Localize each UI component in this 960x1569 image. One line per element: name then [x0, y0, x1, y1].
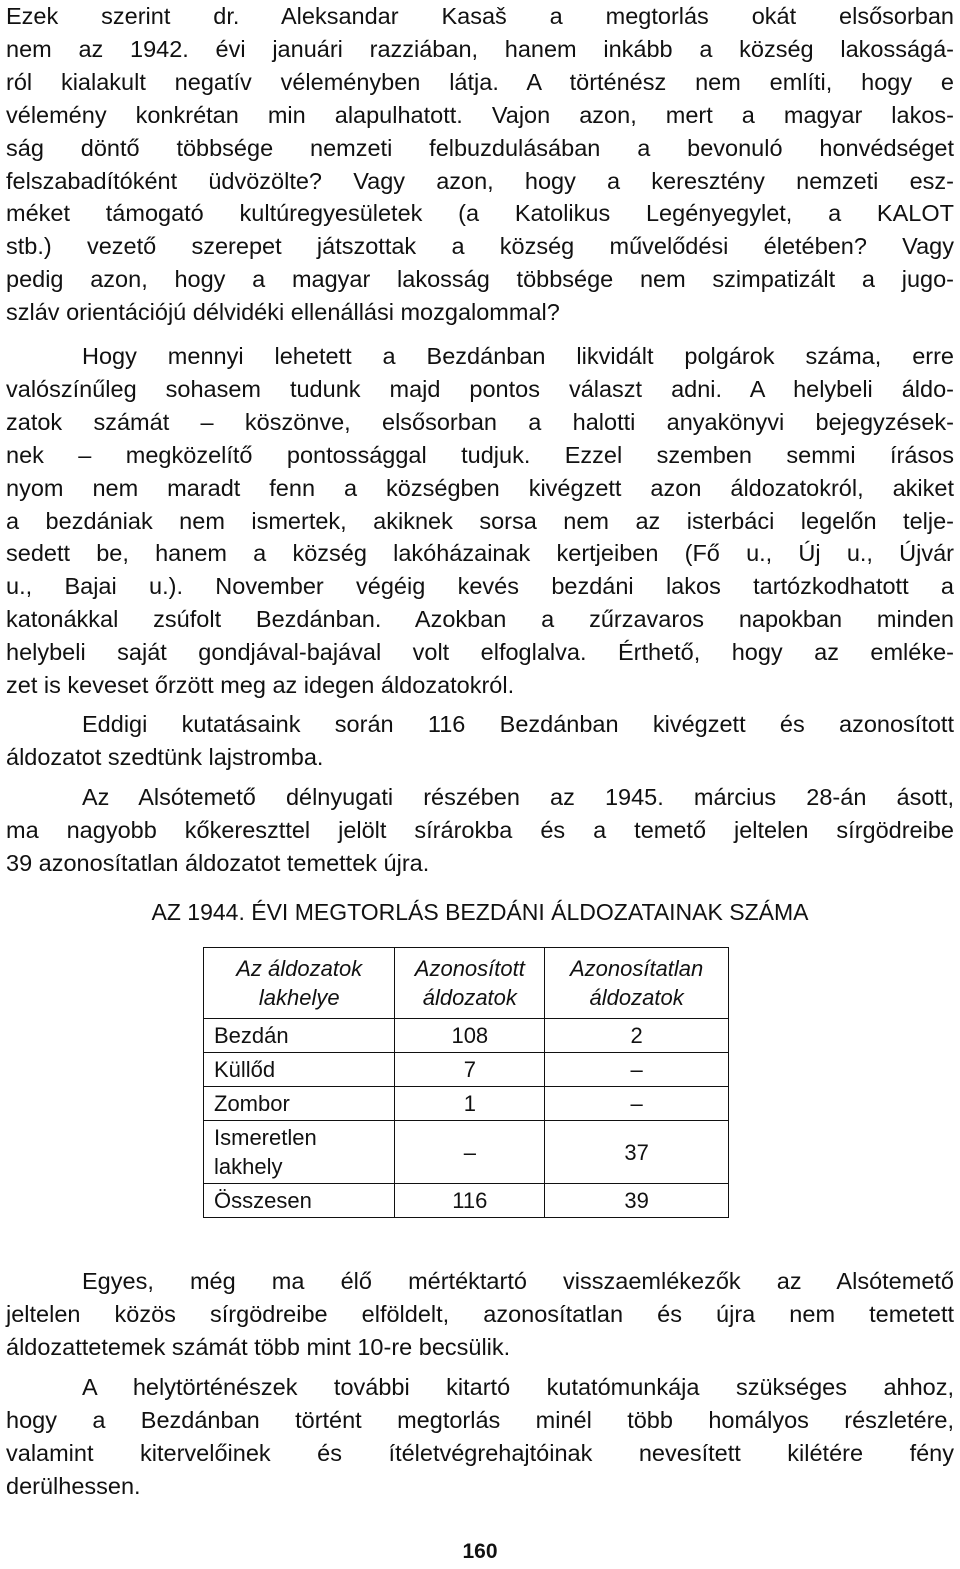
place-cell: Összesen	[204, 1184, 395, 1218]
place-cell: Küllőd	[204, 1053, 395, 1087]
text-line: a bezdániak nem ismertek, akiknek sorsa nem az isterbáci legelőn telje-	[6, 507, 954, 534]
text-line: ma nagyobb kőkereszttel jelölt sírárokba és a temető jeltelen sírgödreibe	[6, 816, 954, 843]
text-line: valószínűleg sohasem tudunk majd pontos választ adni. A helybeli áldo-	[6, 375, 954, 402]
text-line: Ezek szerint dr. Aleksandar Kasaš a megtorlás okát elsősorban	[6, 3, 954, 29]
place-cell: Ismeretlen lakhely	[204, 1121, 395, 1184]
table-header-row	[204, 948, 729, 1019]
table-row	[204, 1121, 729, 1184]
text-line: katonákkal zsúfolt Bezdánban. Azokban a zűrzavaros napokban minden	[6, 606, 954, 633]
text-line: derülhessen.	[6, 1472, 141, 1499]
text-line: vélemény konkrétan min alapulhatott. Vajon azon, mert a magyar lakos-	[6, 101, 954, 128]
text-line: sedett be, hanem a község lakóházainak kertjeiben (Fő u., Új u., Újvár	[6, 540, 954, 567]
text-line: zatok számát – köszönve, elsősorban a halotti anyakönyvi bejegyzések-	[6, 408, 954, 435]
table-row	[204, 1019, 729, 1053]
body-paragraph	[6, 781, 954, 880]
text-line: nek – megközelítő pontossággal tudjuk. Ezzel szemben semmi írásos	[6, 441, 954, 468]
text-line: pedig azon, hogy a magyar lakosság többsége nem szimpatizált a jugo-	[6, 266, 954, 293]
table-header-cell: Azonosítatlan áldozatok	[545, 948, 729, 1019]
unidentified-cell: 39	[545, 1184, 729, 1218]
text-line: Eddigi kutatásaink során 116 Bezdánban kivégzett és azonosított	[82, 711, 954, 737]
place-cell: Bezdán	[204, 1019, 395, 1053]
unidentified-cell: –	[545, 1087, 729, 1121]
table-total-row	[204, 1184, 729, 1218]
victims-table	[203, 947, 729, 1218]
text-line: u., Bajai u.). November végéig kevés bezdáni lakos tartózkodhatott a	[6, 573, 954, 600]
identified-cell: –	[395, 1121, 545, 1184]
text-line: ság döntő többsége nemzeti felbuzdulásában a bevonuló honvédséget	[6, 134, 954, 161]
table-row	[204, 1087, 729, 1121]
table-header-cell: Azonosított áldozatok	[395, 948, 545, 1019]
identified-cell: 116	[395, 1184, 545, 1218]
table-header-cell: Az áldozatok lakhelye	[204, 948, 395, 1019]
text-line: Az Alsótemető délnyugati részében az 1945. március 28-án ásott,	[82, 784, 954, 810]
text-line: nyom nem maradt fenn a községben kivégzett azon áldozatokról, akiket	[6, 474, 954, 501]
text-line: jeltelen közös sírgödreibe elföldelt, azonosítatlan és újra nem temetett	[6, 1300, 954, 1327]
text-line: A helytörténészek további kitartó kutatómunkája szükséges ahhoz,	[82, 1374, 954, 1400]
text-line: nem az 1942. évi januári razziában, hanem inkább a község lakosságá-	[6, 35, 954, 62]
unidentified-cell: 2	[545, 1019, 729, 1053]
body-paragraph	[6, 340, 954, 702]
text-line: szláv orientációjú délvidéki ellenállási mozgalommal?	[6, 299, 560, 326]
text-line: ról kialakult negatív véleményben látja. A történész nem említi, hogy e	[6, 68, 954, 95]
body-paragraph	[6, 708, 954, 774]
text-line: felszabadítóként üdvözölte? Vagy azon, hogy a keresztény nemzeti esz-	[6, 167, 954, 194]
table-row	[204, 1053, 729, 1087]
identified-cell: 1	[395, 1087, 545, 1121]
body-paragraph	[6, 1265, 954, 1364]
unidentified-cell: –	[545, 1053, 729, 1087]
text-line: zet is keveset őrzött meg az idegen áldozatokról.	[6, 672, 515, 699]
body-paragraph	[6, 1371, 954, 1503]
table-title: AZ 1944. ÉVI MEGTORLÁS BEZDÁNI ÁLDOZATAINAK SZÁMA	[151, 899, 809, 925]
text-line: valamint kitervelőinek és ítéletvégrehajtóinak nevesített kilétére fény	[6, 1439, 954, 1466]
identified-cell: 7	[395, 1053, 545, 1087]
text-line: stb.) vezető szerepet játszottak a község művelődési életében? Vagy	[6, 233, 954, 260]
identified-cell: 108	[395, 1019, 545, 1053]
text-line: hogy a Bezdánban történt megtorlás minél több homályos részletére,	[6, 1406, 954, 1433]
text-line: áldozatot szedtünk lajstromba.	[6, 743, 324, 770]
text-line: Hogy mennyi lehetett a Bezdánban likvidált polgárok száma, erre	[82, 343, 954, 369]
text-line: Egyes, még ma élő mértéktartó visszaemlékezők az Alsótemető	[82, 1268, 954, 1294]
text-line: 39 azonosítatlan áldozatot temettek újra.	[6, 849, 430, 876]
text-line: méket támogató kultúregyesületek (a Katolikus Legényegylet, a KALOT	[6, 200, 954, 227]
body-paragraph	[6, 0, 954, 329]
text-line: helybeli saját gondjával-bajával volt elfoglalva. Érthető, hogy az emléke-	[6, 639, 954, 666]
text-line: áldozattetemek számát több mint 10-re becsülik.	[6, 1333, 511, 1360]
unidentified-cell: 37	[545, 1121, 729, 1184]
page-number: 160	[462, 1540, 498, 1563]
place-cell: Zombor	[204, 1087, 395, 1121]
